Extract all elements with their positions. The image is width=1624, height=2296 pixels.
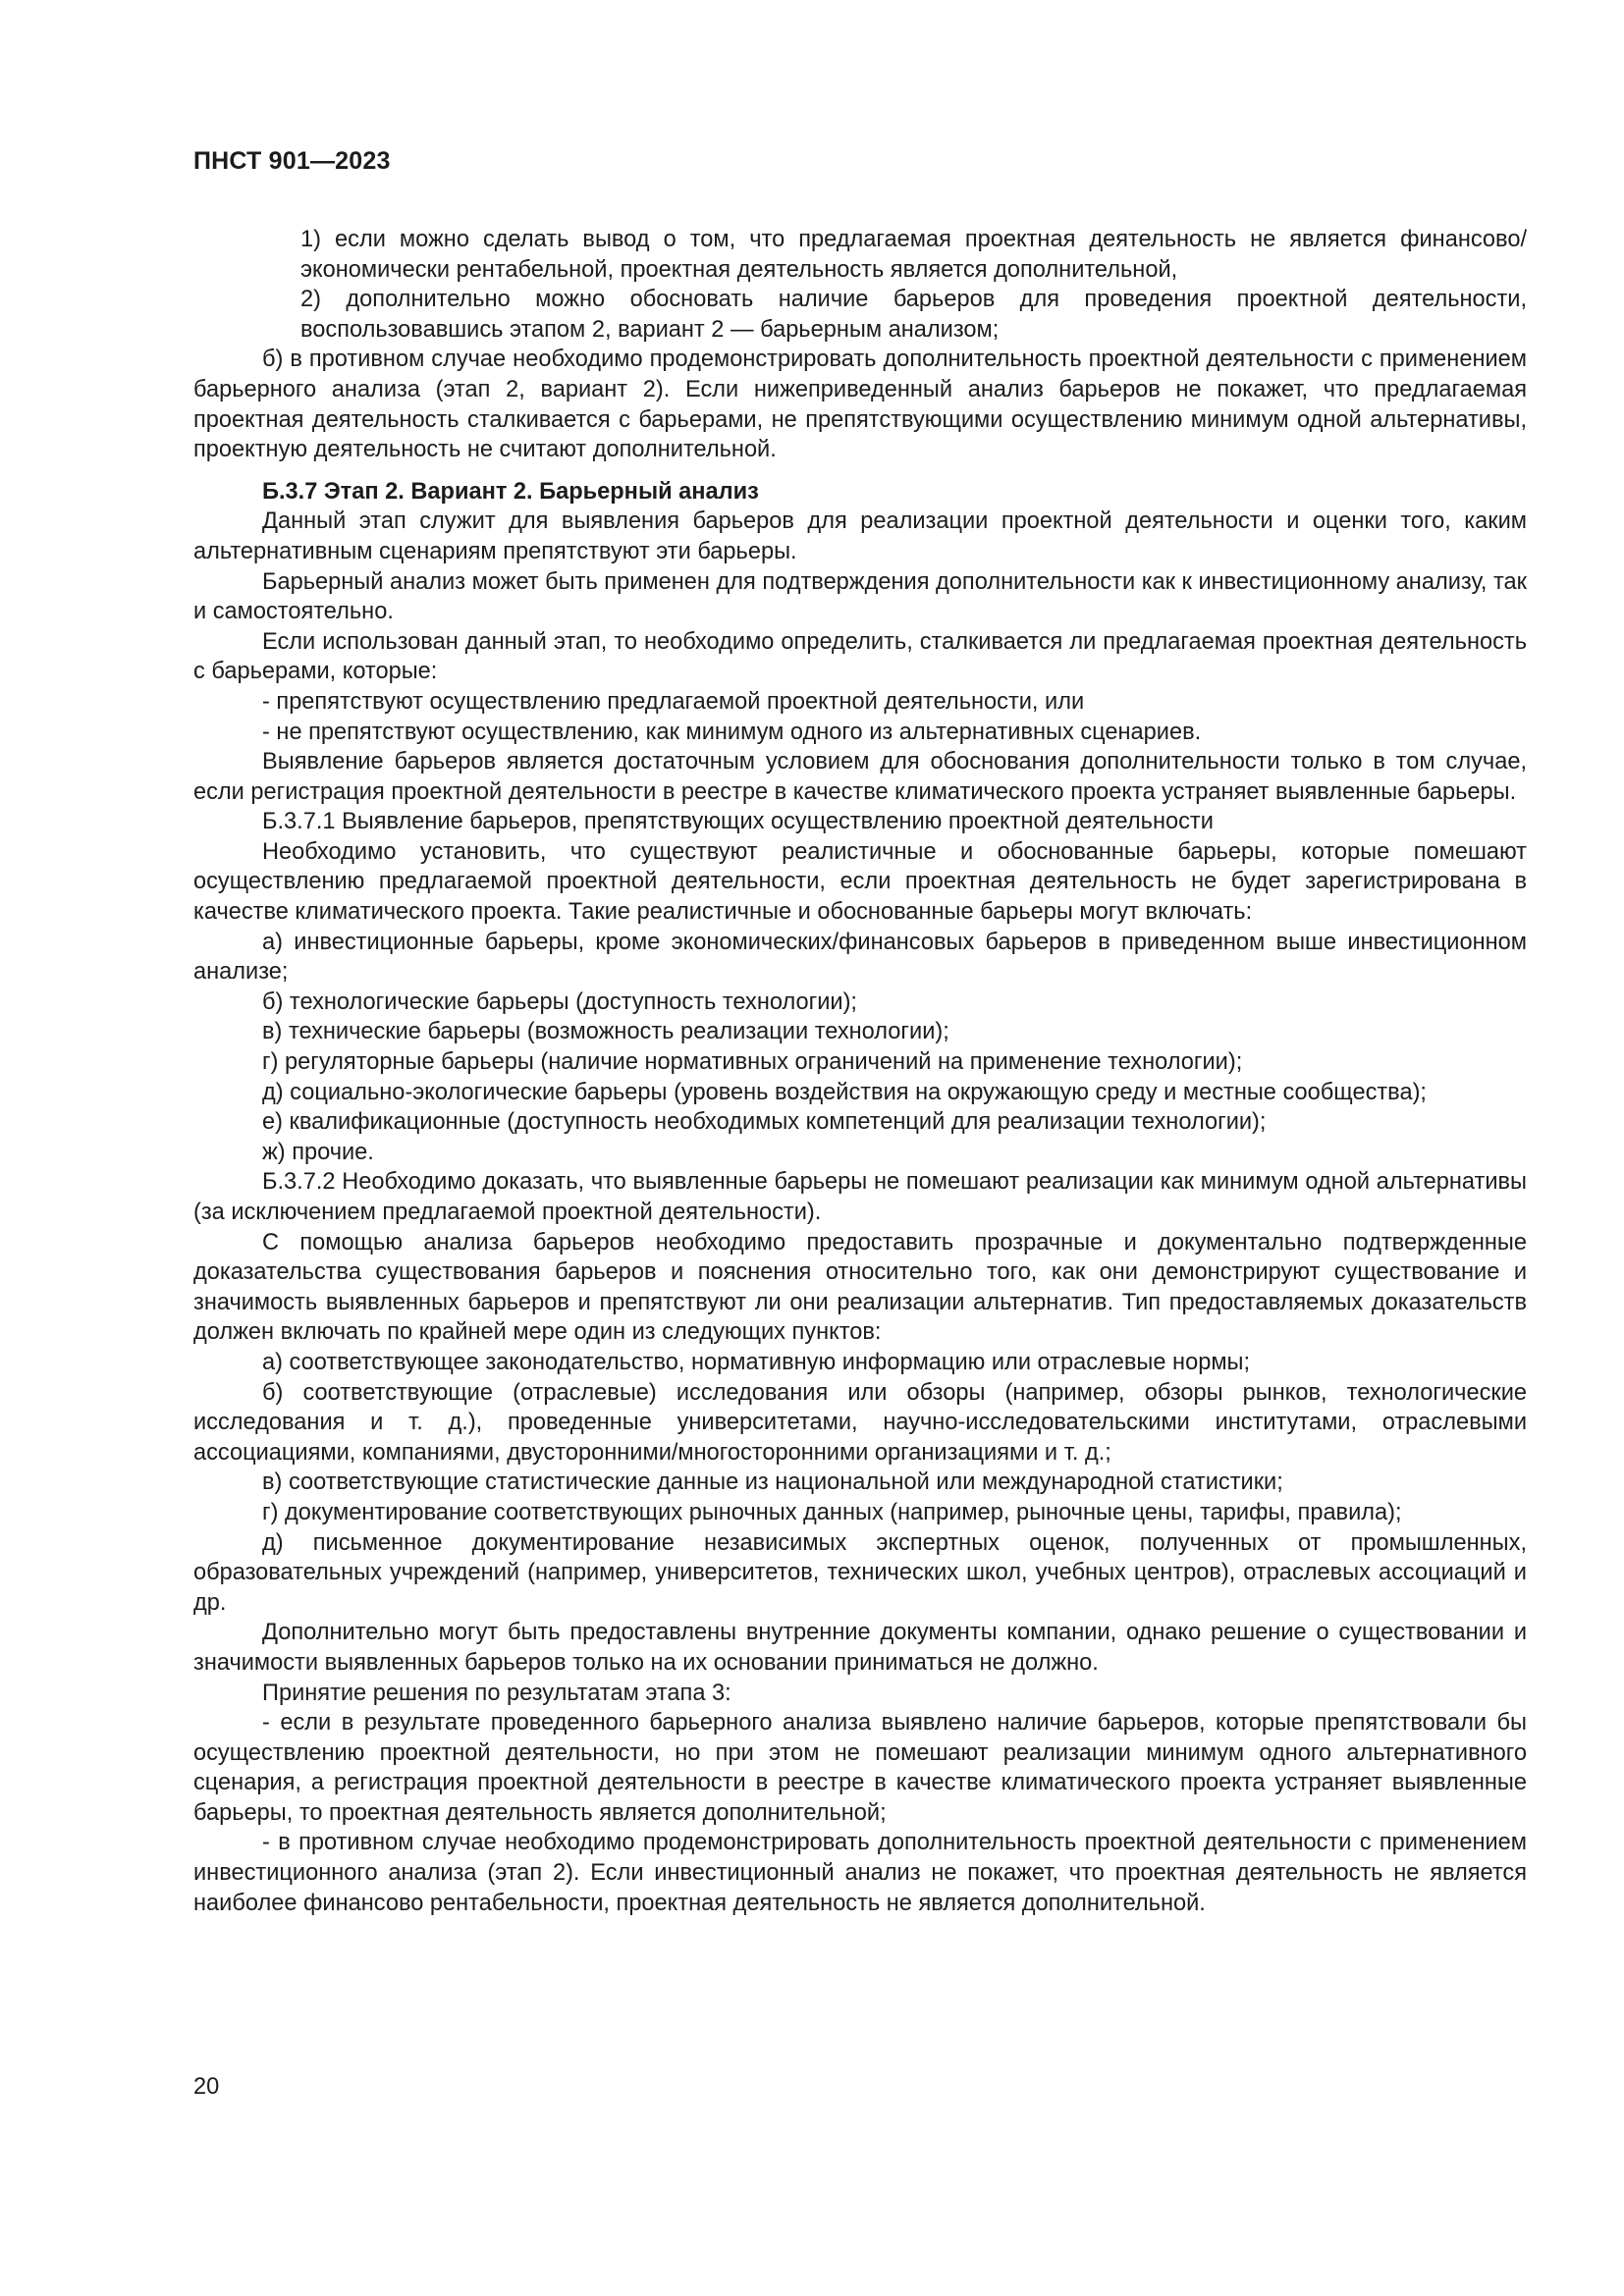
section-heading-b37: Б.3.7 Этап 2. Вариант 2. Барьерный анализ [262, 478, 759, 505]
subsection-b372: Б.3.7.2 Необходимо доказать, что выявленные барьеры не помешают реализации как минимум одной альтернативы (за исключением предлагаемой проектной деятельности). [193, 1169, 1527, 1225]
list-item: в) соответствующие статистические данные из национальной или международной статистики; [262, 1469, 1283, 1496]
paragraph: б) в противном случае необходимо продемонстрировать дополнительность проектной деятельности с применением барьерного анализа (этап 2, вариант 2). Если нижеприведенный анализ барьеров не покажет, что предлагаемая проектная деятельность сталкивается с барьерами, не препятствующими осуществлению минимум одной альтернативы, проектную деятельность не считают дополнительной. [193, 347, 1527, 463]
paragraph: Выявление барьеров является достаточным условием для обоснования дополнительности только в том случае, если регистрация проектной деятельности в реестре в качестве климатического проекта устраняет выявленные барьеры. [193, 749, 1527, 805]
list-item: в) технические барьеры (возможность реализации технологии); [262, 1019, 949, 1045]
page-number: 20 [193, 2074, 220, 2100]
paragraph: С помощью анализа барьеров необходимо предоставить прозрачные и документально подтвержденные доказательства существования барьеров и пояснения относительно того, как они демонстрируют существование и значимость выявленных барьеров и препятствуют ли они реализации альтернатив. Тип предоставляемых доказательств должен включать по крайней мере один из следующих пунктов: [193, 1229, 1527, 1346]
list-item: - препятствуют осуществлению предлагаемой проектной деятельности, или [262, 688, 1085, 715]
list-item: е) квалификационные (доступность необходимых компетенций для реализации технологии); [262, 1109, 1267, 1136]
list-item-2: 2) дополнительно можно обосновать наличие барьеров для проведения проектной деятельности, воспользовавшись этапом 2, вариант 2 — барьерным анализом; [300, 287, 1527, 343]
list-item: - если в результате проведенного барьерного анализа выявлено наличие барьеров, которые препятствовали бы осуществлению проектной деятельности, но при этом не помешают реализации минимум одного альтернативного сценария, а регистрация проектной деятельности в реестре в качестве климатического проекта устраняет выявленные барьеры, то проектная деятельность является дополнительной; [193, 1710, 1527, 1826]
document-standard-code: ПНСТ 901—2023 [193, 147, 391, 175]
paragraph: Необходимо установить, что существуют реалистичные и обоснованные барьеры, которые помешают осуществлению предлагаемой проектной деятельности, если проектная деятельность не будет зарегистрирована в качестве климатического проекта. Такие реалистичные и обоснованные барьеры могут включать: [193, 838, 1527, 926]
paragraph: Дополнительно могут быть предоставлены внутренние документы компании, однако решение о существовании и значимости выявленных барьеров только на их основании приниматься не должно. [193, 1620, 1527, 1676]
list-item-1: 1) если можно сделать вывод о том, что предлагаемая проектная деятельность не является финансово/экономически рентабельной, проектная деятельность является дополнительной, [300, 227, 1527, 283]
page-body [193, 225, 1527, 1918]
paragraph: Барьерный анализ может быть применен для подтверждения дополнительности как к инвестиционному анализу, так и самостоятельно. [193, 568, 1527, 625]
paragraph: Данный этап служит для выявления барьеров для реализации проектной деятельности и оценки того, каким альтернативным сценариям препятствуют эти барьеры. [193, 508, 1527, 564]
list-item: д) письменное документирование независимых экспертных оценок, полученных от промышленных, образовательных учреждений (например, университетов, технических школ, учебных центров), отраслевых ассоциаций и др. [193, 1529, 1527, 1616]
list-item: - не препятствуют осуществлению, как минимум одного из альтернативных сценариев. [262, 719, 1202, 745]
list-item: б) технологические барьеры (доступность технологии); [262, 988, 857, 1015]
list-item: б) соответствующие (отраслевые) исследования или обзоры (например, обзоры рынков, технологические исследования и т. д.), проведенные университетами, научно-исследовательскими институтами, отраслевыми ассоциациями, компаниями, двусторонними/многосторонними организациями и т. д.; [193, 1379, 1527, 1466]
list-item: ж) прочие. [262, 1139, 374, 1165]
paragraph: Принятие решения по результатам этапа 3: [262, 1680, 731, 1706]
list-item: д) социально-экологические барьеры (уровень воздействия на окружающую среду и местные сообщества); [262, 1079, 1427, 1105]
subsection-heading-b371: Б.3.7.1 Выявление барьеров, препятствующих осуществлению проектной деятельности [262, 809, 1214, 835]
list-item: г) документирование соответствующих рыночных данных (например, рыночные цены, тарифы, правила); [262, 1499, 1402, 1525]
list-item: а) соответствующее законодательство, нормативную информацию или отраслевые нормы; [262, 1349, 1251, 1375]
list-item: - в противном случае необходимо продемонстрировать дополнительность проектной деятельности с применением инвестиционного анализа (этап 2). Если инвестиционный анализ не покажет, что проектная деятельность не является наиболее финансово рентабельности, проектная деятельность не является дополнительной. [193, 1830, 1527, 1916]
list-item: г) регуляторные барьеры (наличие нормативных ограничений на применение технологии); [262, 1049, 1243, 1076]
paragraph: Если использован данный этап, то необходимо определить, сталкивается ли предлагаемая проектная деятельность с барьерами, которые: [193, 628, 1527, 685]
list-item: а) инвестиционные барьеры, кроме экономических/финансовых барьеров в приведенном выше инвестиционном анализе; [193, 929, 1527, 986]
